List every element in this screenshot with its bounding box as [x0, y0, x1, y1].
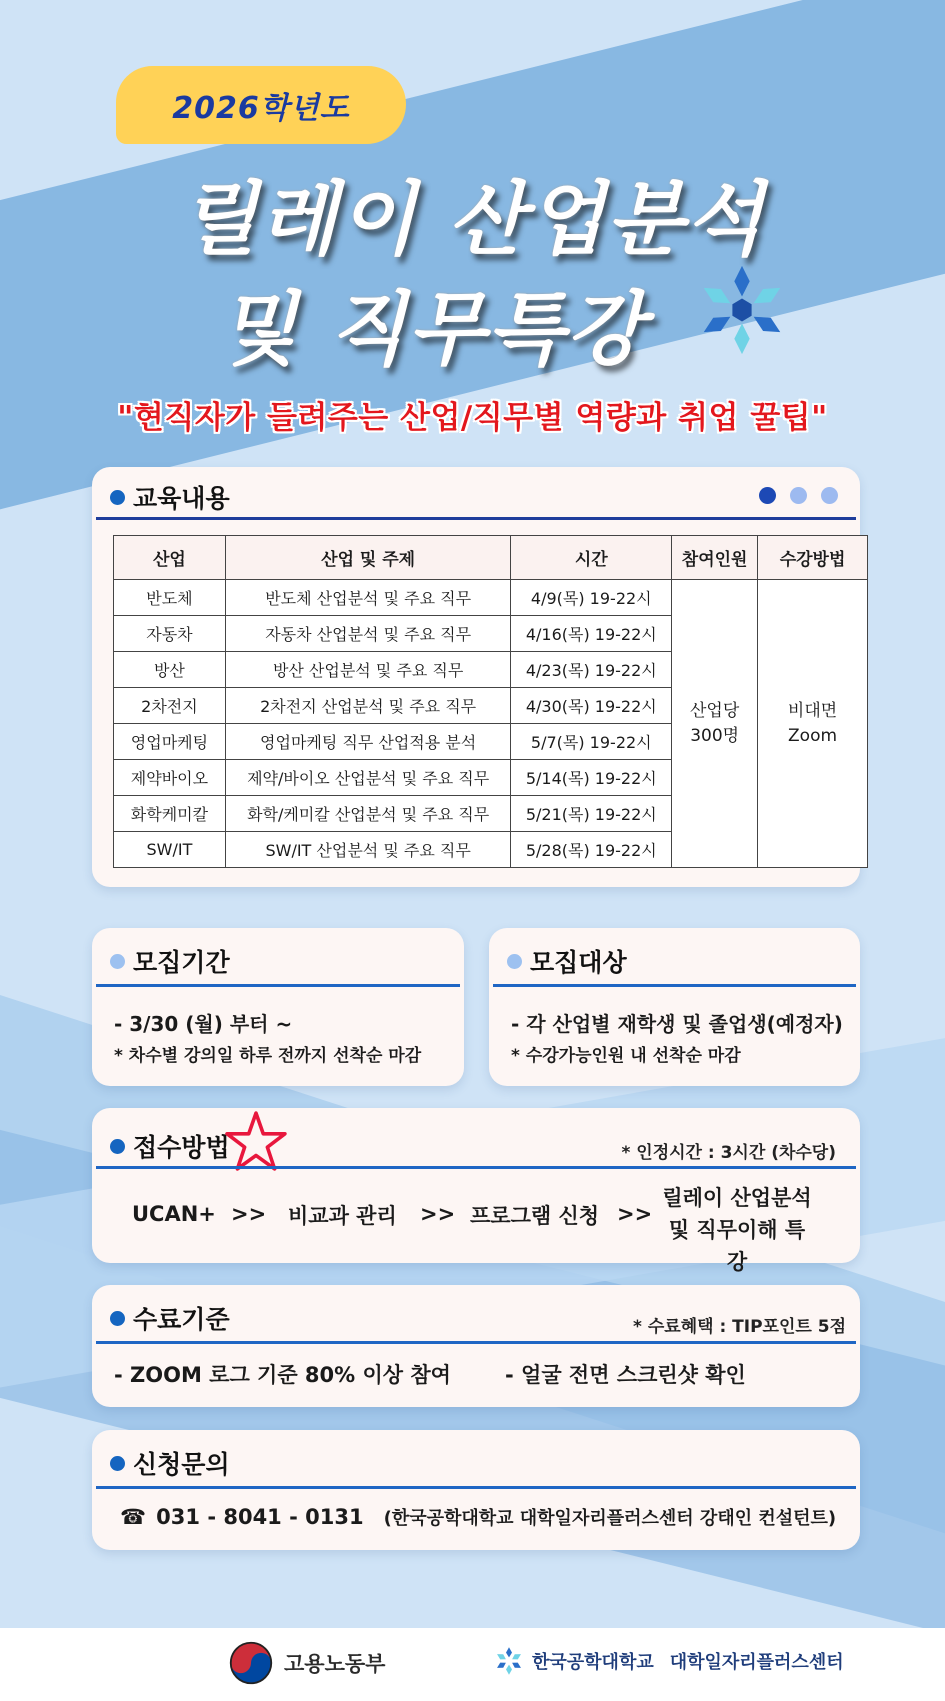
- phone-icon: ☎: [120, 1505, 147, 1529]
- year-badge: 2026학년도: [116, 66, 406, 144]
- inquiry-title: 신청문의: [133, 1450, 230, 1479]
- bullet-dot-icon: [110, 954, 125, 969]
- time-cell: 5/21(목) 19-22시: [511, 796, 672, 832]
- bullet-dot-icon: [110, 1139, 125, 1154]
- topic-cell: 반도체 산업분석 및 주요 직무: [225, 580, 511, 616]
- recruit-period-start: - 3/30 (월) 부터 ~: [114, 1012, 293, 1036]
- method-line1: 비대면: [787, 700, 838, 721]
- industry-cell: SW/IT: [114, 832, 226, 868]
- topic-cell: 자동차 산업분석 및 주요 직무: [225, 616, 511, 652]
- topic-cell: 방산 산업분석 및 주요 직무: [225, 652, 511, 688]
- topic-cell: 화학/케미칼 산업분석 및 주요 직무: [225, 796, 511, 832]
- taegeuk-logo-icon: [228, 1640, 274, 1686]
- bullet-dot-icon: [110, 1311, 125, 1326]
- recruit-target-desc: - 각 산업별 재학생 및 졸업생(예정자): [511, 1012, 843, 1036]
- flow-arrow: >>: [617, 1202, 653, 1226]
- recruit-period-title: 모집기간: [133, 948, 230, 977]
- time-cell: 4/23(목) 19-22시: [511, 652, 672, 688]
- capacity-line2: 300명: [690, 725, 740, 746]
- column-header: 수강방법: [758, 536, 868, 580]
- industry-cell: 방산: [114, 652, 226, 688]
- time-cell: 5/28(목) 19-22시: [511, 832, 672, 868]
- capacity-cell: [672, 580, 758, 868]
- flow-arrow: >>: [420, 1202, 456, 1226]
- capacity-line1: 산업당: [689, 700, 740, 721]
- completion-criterion-screenshot: - 얼굴 전면 스크린샷 확인: [505, 1363, 746, 1387]
- topic-cell: 제약/바이오 산업분석 및 주요 직무: [225, 760, 511, 796]
- poster-subtitle: "현직자가 들려주는 산업/직무별 역량과 취업 꿀팁": [117, 400, 828, 436]
- application-flow: [92, 1186, 860, 1274]
- step-relay-line2: 및 직무이해 특강: [668, 1218, 806, 1274]
- column-header: 참여인원: [672, 536, 758, 580]
- star-icon: [225, 1110, 287, 1172]
- column-header: 시간: [511, 536, 672, 580]
- bullet-dot-icon: [110, 1456, 125, 1471]
- application-method-title: 접수방법: [133, 1133, 230, 1162]
- step-ucan: UCAN+: [132, 1202, 216, 1226]
- university-name: 한국공학대학교: [532, 1652, 654, 1673]
- step-program-apply: 프로그램 신청: [470, 1204, 600, 1228]
- ministry-name: 고용노동부: [284, 1652, 386, 1676]
- bullet-dot-icon: [110, 490, 125, 505]
- industry-cell: 제약바이오: [114, 760, 226, 796]
- inquiry-card: [92, 1430, 860, 1550]
- step-relay-lecture: [662, 1182, 812, 1278]
- snowflake-icon: [694, 262, 790, 358]
- poster-title-line2: 및 직무특강: [219, 283, 646, 376]
- recruit-target-note: * 수강가능인원 내 선착순 마감: [511, 1046, 741, 1066]
- education-title: 교육내용: [133, 484, 230, 513]
- schedule-table: [113, 535, 868, 868]
- education-card: [92, 467, 860, 887]
- recruit-period-note: * 차수별 강의일 하루 전까지 선착순 마감: [114, 1046, 422, 1066]
- time-cell: 5/7(목) 19-22시: [511, 724, 672, 760]
- center-name: 대학일자리플러스센터: [669, 1652, 844, 1673]
- topic-cell: 영업마케팅 직무 산업적용 분석: [225, 724, 511, 760]
- industry-cell: 화학케미칼: [114, 796, 226, 832]
- bullet-dot-icon: [507, 954, 522, 969]
- topic-cell: 2차전지 산업분석 및 주요 직무: [225, 688, 511, 724]
- column-header: 산업: [114, 536, 226, 580]
- completion-card: [92, 1285, 860, 1407]
- decorative-dots: [759, 487, 838, 504]
- completion-benefit-note: * 수료혜택 : TIP포인트 5점: [633, 1317, 846, 1337]
- contact-person: (한국공학대학교 대학일자리플러스센터 강태인 컨설턴트): [383, 1508, 837, 1529]
- step-extracurricular: 비교과 관리: [288, 1204, 397, 1228]
- completion-title: 수료기준: [133, 1305, 230, 1334]
- time-cell: 4/16(목) 19-22시: [511, 616, 672, 652]
- footer: [0, 1628, 945, 1701]
- time-cell: 4/9(목) 19-22시: [511, 580, 672, 616]
- table-header-row: [114, 536, 868, 580]
- method-line2: Zoom: [788, 725, 838, 746]
- university-snowflake-icon: [494, 1646, 524, 1676]
- recruit-period-card: [92, 928, 464, 1086]
- step-relay-line1: 릴레이 산업분석: [662, 1186, 812, 1210]
- time-cell: 4/30(목) 19-22시: [511, 688, 672, 724]
- industry-cell: 2차전지: [114, 688, 226, 724]
- method-cell: [758, 580, 868, 868]
- industry-cell: 영업마케팅: [114, 724, 226, 760]
- column-header: 산업 및 주제: [225, 536, 511, 580]
- recruit-target-card: [489, 928, 860, 1086]
- phone-number: 031 - 8041 - 0131: [156, 1505, 364, 1529]
- industry-cell: 자동차: [114, 616, 226, 652]
- table-row: [114, 580, 868, 616]
- completion-criterion-zoom: - ZOOM 로그 기준 80% 이상 참여: [114, 1363, 451, 1387]
- recruit-target-title: 모집대상: [530, 948, 627, 977]
- industry-cell: 반도체: [114, 580, 226, 616]
- time-cell: 5/14(목) 19-22시: [511, 760, 672, 796]
- topic-cell: SW/IT 산업분석 및 주요 직무: [225, 832, 511, 868]
- flow-arrow: >>: [231, 1202, 267, 1226]
- poster-title-line1: 릴레이 산업분석: [180, 173, 765, 266]
- application-method-card: [92, 1108, 860, 1274]
- recognition-hours-note: * 인정시간 : 3시간 (차수당): [621, 1143, 836, 1163]
